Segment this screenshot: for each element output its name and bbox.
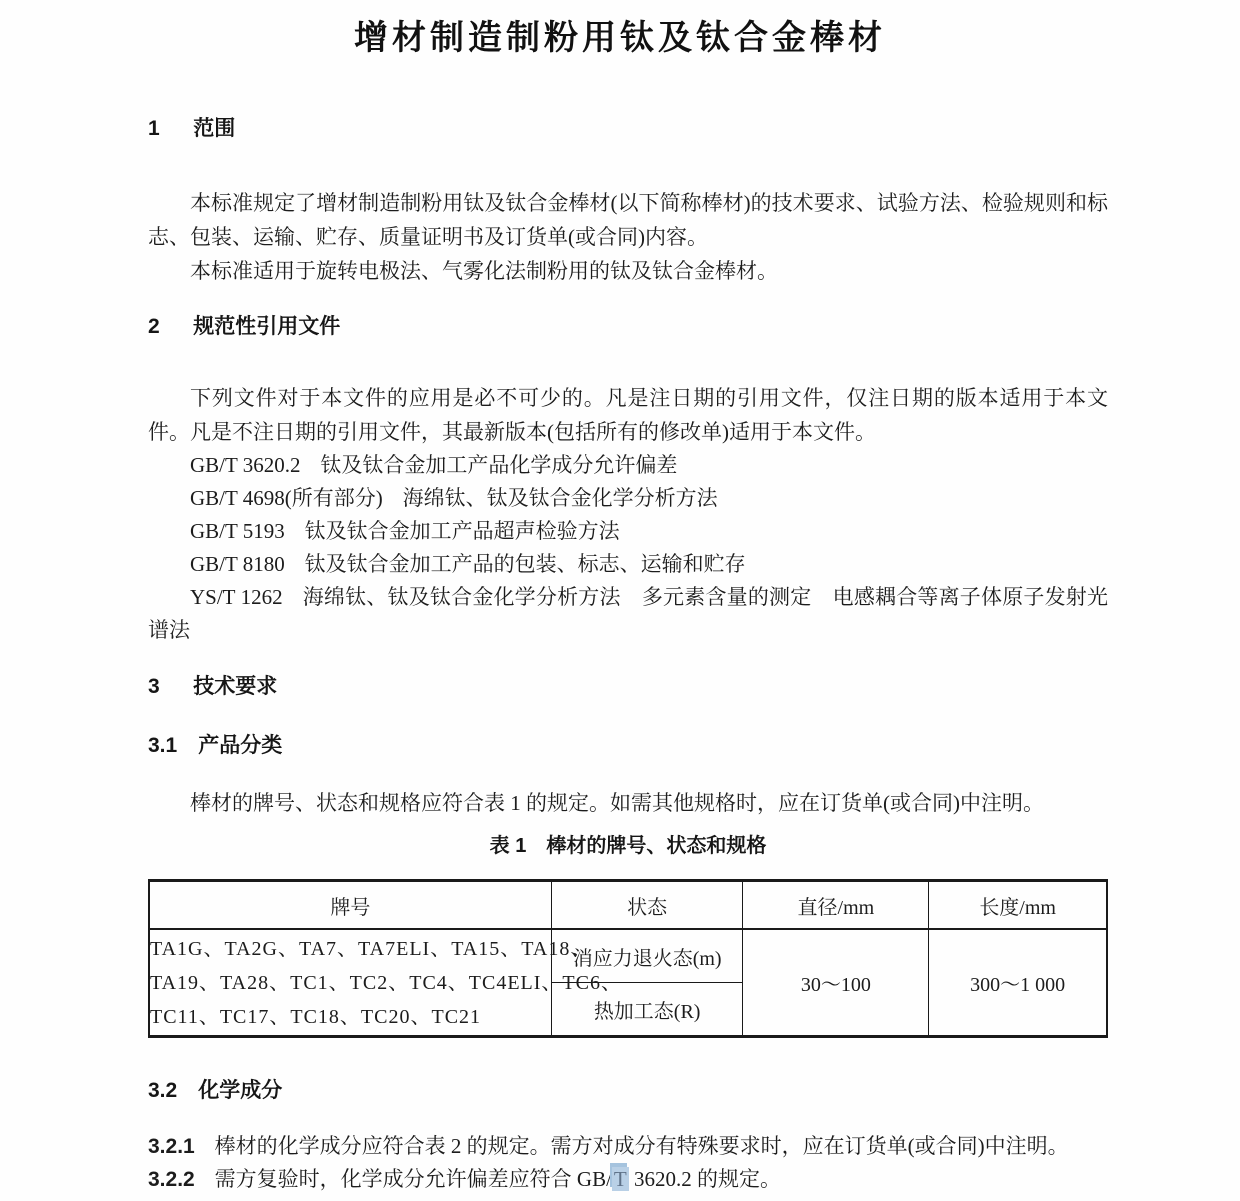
section-number: 3 — [148, 675, 160, 698]
reference-item — [148, 548, 1108, 581]
reference-code: GB/T 4698(所有部分) — [190, 486, 383, 510]
section-heading-technical — [148, 674, 1108, 700]
grade-list-cell — [149, 929, 622, 1037]
section-title: 范围 — [193, 117, 236, 140]
reference-title: 海绵钛、钛及钛合金化学分析方法 — [402, 486, 718, 510]
column-header-length: 长度/mm — [929, 881, 1107, 930]
grade-line: TC11、TC17、TC18、TC20、TC21 — [150, 1005, 482, 1028]
subsection-heading-classification — [148, 733, 1108, 759]
subsection-heading-chemistry — [148, 1078, 1108, 1104]
state-hotworked-cell: 热加工态(R) — [551, 983, 743, 1037]
reference-title: 钛及钛合金加工产品超声检验方法 — [304, 519, 620, 543]
scope-paragraph-2: 本标准适用于旋转电极法、气雾化法制粉用的钛及钛合金棒材。 — [190, 259, 778, 283]
section-number: 2 — [148, 315, 160, 338]
highlight-mark: T — [613, 1167, 627, 1191]
classification-paragraph: 棒材的牌号、状态和规格应符合表 1 的规定。如需其他规格时，应在订货单(或合同)中注明。 — [190, 791, 1044, 815]
document-title: 增材制造制粉用钛及钛合金棒材 — [354, 19, 886, 57]
diameter-cell: 30～100 — [743, 929, 929, 1037]
grade-line: TA1G、TA2G、TA7、TA7ELI、TA15、TA18、 — [150, 937, 592, 960]
scope-paragraph-1: 本标准规定了增材制造制粉用钛及钛合金棒材(以下简称棒材)的技术要求、试验方法、检验规则和标志、包装、运输、贮存、质量证明书及订货单(或合同)内容。 — [148, 191, 1108, 249]
section-title: 规范性引用文件 — [193, 315, 341, 338]
table-header-row — [149, 881, 1107, 930]
table-1 — [148, 879, 1108, 1038]
reference-item — [148, 482, 1108, 515]
section-heading-scope — [148, 116, 1108, 142]
clause-text-pre: 需方复验时，化学成分允许偏差应符合 GB/ — [214, 1167, 612, 1191]
reference-item — [148, 449, 1108, 482]
column-header-diameter: 直径/mm — [743, 881, 929, 930]
clause-text-post: 3620.2 的规定。 — [628, 1167, 781, 1191]
reference-title: 海绵钛、钛及钛合金化学分析方法 多元素含量的测定 电感耦合等离子体原子发射光谱法 — [148, 585, 1108, 642]
reference-title: 钛及钛合金加工产品的包装、标志、运输和贮存 — [304, 552, 746, 576]
reference-item — [148, 581, 1108, 647]
section-title: 技术要求 — [193, 675, 278, 698]
reference-code: GB/T 8180 — [190, 552, 285, 576]
reference-code: GB/T 5193 — [190, 519, 285, 543]
reference-code: YS/T 1262 — [190, 585, 283, 609]
subsection-title: 化学成分 — [198, 1079, 283, 1102]
table-1-caption: 表 1 棒材的牌号、状态和规格 — [489, 835, 767, 857]
column-header-state: 状态 — [551, 881, 743, 930]
clause-number: 3.2.1 — [148, 1135, 195, 1158]
clause-text: 棒材的化学成分应符合表 2 的规定。需方对成分有特殊要求时，应在订货单(或合同)中注明。 — [214, 1134, 1069, 1158]
grade-line: TA19、TA28、TC1、TC2、TC4、TC4ELI、TC6、 — [150, 971, 622, 994]
clause-number: 3.2.2 — [148, 1168, 195, 1191]
column-header-grade: 牌号 — [149, 881, 551, 930]
references-intro-paragraph: 下列文件对于本文件的应用是必不可少的。凡是注日期的引用文件，仅注日期的版本适用于本文件。凡是不注日期的引用文件，其最新版本(包括所有的修改单)适用于本文件。 — [148, 386, 1108, 444]
subsection-title: 产品分类 — [198, 734, 283, 757]
reference-item — [148, 515, 1108, 548]
table-row — [149, 929, 1107, 983]
clause-3-2-1 — [148, 1130, 1108, 1163]
subsection-number: 3.2 — [148, 1079, 178, 1102]
clause-3-2-2 — [148, 1163, 1108, 1196]
state-annealed-cell: 消应力退火态(m) — [551, 929, 743, 983]
section-number: 1 — [148, 117, 160, 140]
page-content — [0, 116, 1240, 1196]
reference-code: GB/T 3620.2 — [190, 453, 301, 477]
length-cell: 300～1 000 — [929, 929, 1107, 1037]
section-heading-references — [148, 314, 1108, 340]
subsection-number: 3.1 — [148, 734, 178, 757]
reference-title: 钛及钛合金加工产品化学成分允许偏差 — [320, 453, 678, 477]
